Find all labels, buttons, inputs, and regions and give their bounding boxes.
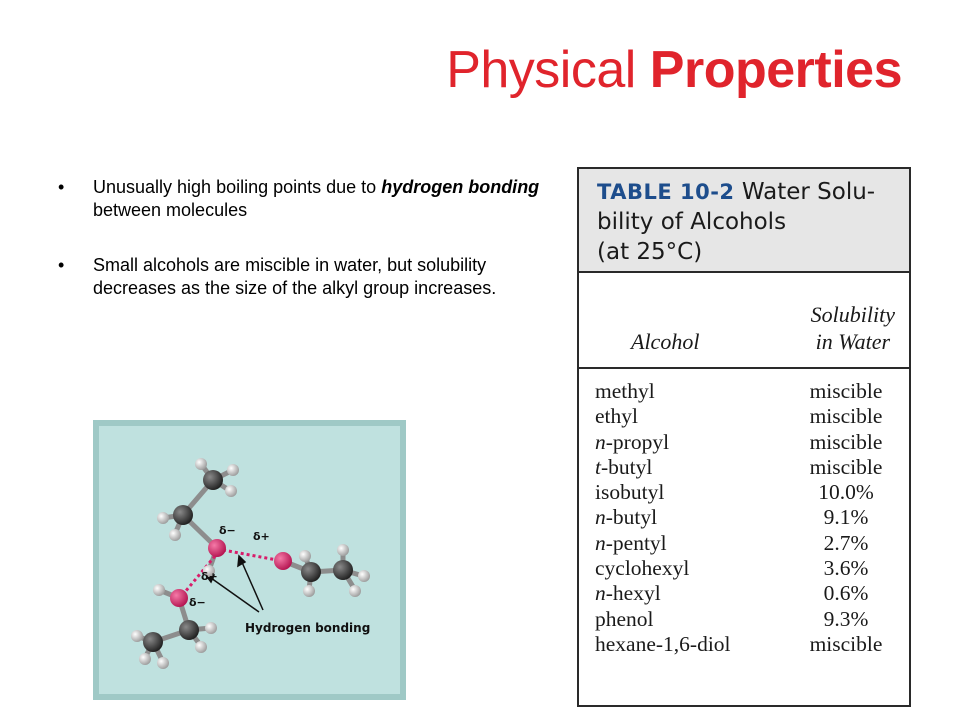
oxygen-atom (274, 552, 292, 570)
alcohol-name: ethyl (595, 404, 638, 429)
hydrogen-atom (349, 585, 361, 597)
alcohol-name: -pentyl (605, 530, 667, 555)
bullet-text: Unusually high boiling points due to (93, 177, 382, 197)
hydrogen-atom (358, 570, 370, 582)
alcohol-name: methyl (595, 379, 655, 403)
caption-line-3: (at 25°C) (597, 239, 703, 265)
column-header-alcohol: Alcohol (631, 329, 700, 354)
hydrogen-atom (337, 544, 349, 556)
hydrogen-atom (169, 529, 181, 541)
table-row (579, 455, 909, 480)
alcohol-name: -propyl (605, 429, 670, 454)
caption-line-2: bility of Alcohols (597, 209, 787, 235)
alcohol-name: phenol (595, 606, 654, 631)
hydrogen-atom (205, 622, 217, 634)
delta-minus-label: δ− (219, 524, 236, 537)
solubility-value: 9.3% (823, 606, 869, 631)
page-title (446, 40, 902, 100)
bullet-list (58, 176, 558, 332)
oxygen-atom (170, 589, 188, 607)
column-header-solubility-line2: in Water (815, 329, 891, 354)
table-row (579, 430, 909, 455)
hydrogen-atom (157, 512, 169, 524)
table-row (579, 632, 909, 657)
bullet-emphasis: hydrogen bonding (381, 177, 540, 197)
delta-plus-label: δ+ (201, 570, 218, 583)
title-plain: Physical (446, 41, 650, 99)
delta-plus-label: δ+ (253, 530, 270, 543)
bullet-marker: • (58, 255, 65, 275)
hydrogen-atom (157, 657, 169, 669)
hydrogen-atom (299, 550, 311, 562)
alcohol-name: -butyl (605, 505, 658, 530)
alcohol-prefix: n (595, 581, 606, 606)
table-row (579, 480, 909, 505)
solubility-table (577, 167, 911, 707)
table-column-headers (579, 273, 909, 369)
hydrogen-atom (225, 485, 237, 497)
hydrogen-bonding-figure (93, 420, 406, 700)
column-header-solubility (811, 301, 895, 355)
hydrogen-bonding-label: Hydrogen bonding (245, 621, 371, 635)
bullet-text: Small alcohols are miscible in water, but solubility decreases as the size of the alkyl group increases. (93, 255, 497, 298)
solubility-value: 2.7% (823, 530, 869, 555)
alcohol-prefix: n (595, 429, 606, 454)
table-row (579, 379, 909, 404)
alcohol-name: -butyl (600, 454, 653, 479)
carbon-atom (143, 632, 163, 652)
alcohol-prefix: n (595, 530, 606, 555)
bullet-item (58, 254, 558, 300)
table-row (579, 404, 909, 429)
carbon-atom (179, 620, 199, 640)
table-tag: TABLE 10-2 (597, 180, 735, 204)
hydrogen-atom (303, 585, 315, 597)
column-header-solubility-line1: Solubility (810, 302, 895, 327)
alcohol-name: cyclohexyl (595, 556, 690, 581)
solubility-value: 10.0% (818, 480, 874, 505)
alcohol-prefix: n (595, 505, 606, 530)
solubility-value: miscible (809, 404, 883, 429)
alcohol-name: isobutyl (595, 480, 665, 505)
table-row (579, 581, 909, 606)
bullet-text-after: between molecules (93, 200, 248, 220)
hydrogen-atom (227, 464, 239, 476)
title-bold: Properties (649, 41, 902, 99)
solubility-value: 3.6% (823, 556, 869, 581)
solubility-value: miscible (809, 379, 883, 403)
carbon-atom (301, 562, 321, 582)
bullet-marker: • (58, 177, 65, 197)
solubility-value: miscible (809, 429, 883, 454)
solubility-value: miscible (809, 631, 883, 656)
table-row (579, 531, 909, 556)
hydrogen-atom (195, 458, 207, 470)
carbon-atom (203, 470, 223, 490)
caption-line-1: Water Solu- (741, 179, 876, 205)
hydrogen-atom (195, 641, 207, 653)
hydrogen-atom (131, 630, 143, 642)
alcohol-name: hexane-1,6-diol (595, 631, 731, 656)
hydrogen-atom (153, 584, 165, 596)
table-row (579, 607, 909, 632)
table-row (579, 505, 909, 530)
alcohol-prefix: t (595, 454, 601, 479)
alcohol-name: -hexyl (605, 581, 661, 606)
bullet-item (58, 176, 558, 222)
carbon-atom (173, 505, 193, 525)
hydrogen-atom (139, 653, 151, 665)
delta-minus-label: δ− (189, 596, 206, 609)
solubility-value: 9.1% (823, 505, 869, 530)
carbon-atom (333, 560, 353, 580)
solubility-value: miscible (809, 454, 883, 479)
molecule-illustration (93, 420, 406, 700)
table-body (579, 369, 909, 657)
oxygen-atom (208, 539, 226, 557)
table-row (579, 556, 909, 581)
solubility-value: 0.6% (823, 581, 869, 606)
table-caption (579, 169, 909, 273)
